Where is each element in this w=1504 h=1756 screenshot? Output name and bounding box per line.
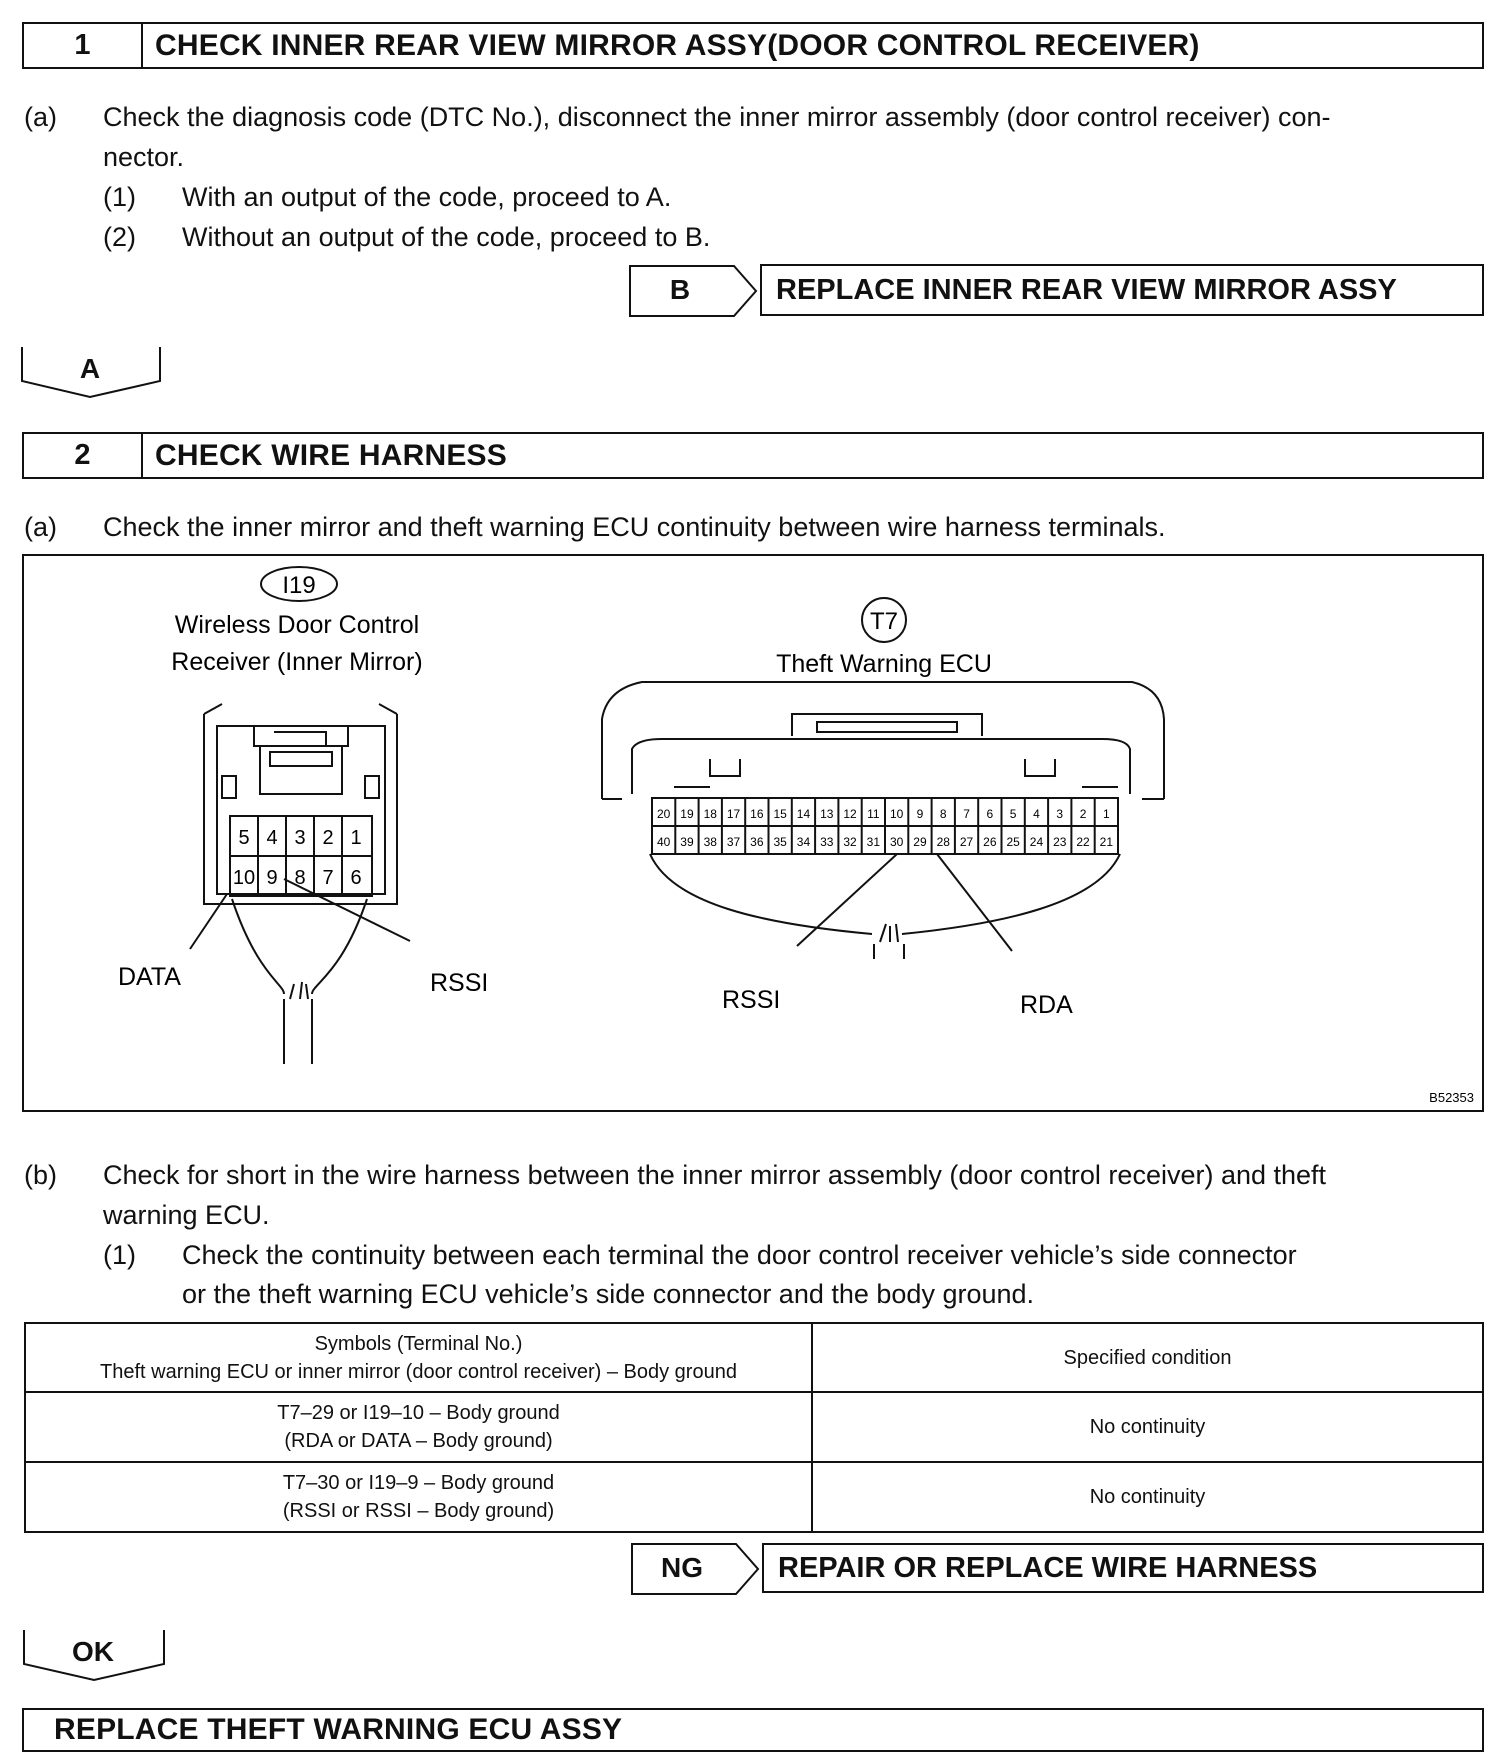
- t7-housing: [602, 682, 1164, 799]
- final-title: REPLACE THEFT WARNING ECU ASSY: [54, 1713, 623, 1746]
- t7-pin-20: 20: [656, 807, 671, 821]
- t7-pin-40: 40: [656, 835, 671, 849]
- step-1-a-text-line1: Check the diagnosis code (DTC No.), disconnect the inner mirror assembly (door control receiver) con-: [103, 102, 1331, 132]
- i19-pin-3: 3: [294, 827, 306, 849]
- step-1-sub2-marker: (2): [103, 222, 136, 252]
- i19-pin-7: 7: [322, 867, 334, 889]
- t7-pin-17: 17: [726, 807, 741, 821]
- step-2-number: 2: [24, 434, 143, 477]
- step-1-sub1-marker: (1): [103, 182, 136, 212]
- t7-pin-37: 37: [726, 835, 741, 849]
- t7-pin-3: 3: [1056, 807, 1064, 821]
- t7-pin-35: 35: [773, 835, 787, 849]
- t7-pin-12: 12: [843, 807, 857, 821]
- rssi-left-label: RSSI: [430, 969, 489, 997]
- step-1-sub2-text: Without an output of the code, proceed to B.: [182, 222, 711, 252]
- t7-pin-32: 32: [843, 835, 857, 849]
- t7-pin-8: 8: [939, 807, 947, 821]
- row-2-line1: T7–30 or I19–9 – Body ground: [282, 1472, 555, 1494]
- step-1-sub1-text: With an output of the code, proceed to A.: [182, 182, 672, 212]
- t7-pin-38: 38: [703, 835, 717, 849]
- result-ng-action: REPAIR OR REPLACE WIRE HARNESS: [762, 1543, 1484, 1593]
- step-2-a-text: Check the inner mirror and theft warning ECU continuity between wire harness terminals.: [103, 512, 1166, 542]
- connector-drawing: [22, 554, 1484, 1112]
- t7-pin-39: 39: [680, 835, 694, 849]
- spec-table-header-col1: [25, 1323, 812, 1392]
- result-ok-tag: OK: [72, 1636, 114, 1667]
- i19-pin-5: 5: [238, 827, 250, 849]
- t7-pin-6: 6: [986, 807, 994, 821]
- i19-id-label: I19: [282, 572, 316, 599]
- t7-pin-29: 29: [913, 835, 927, 849]
- data-lead-line: [190, 894, 227, 949]
- t7-pin-2: 2: [1079, 807, 1087, 821]
- t7-pin-16: 16: [750, 807, 764, 821]
- spec-table-header-row: [25, 1323, 1483, 1392]
- t7-pin-22: 22: [1076, 835, 1090, 849]
- step-1-header: [22, 22, 1484, 69]
- t7-pin-14: 14: [796, 807, 811, 821]
- i19-pin-4: 4: [266, 827, 278, 849]
- step-1-a-marker: (a): [24, 102, 57, 132]
- figure-code: B52353: [1429, 1090, 1474, 1105]
- step-1-a-text-line2: nector.: [103, 142, 185, 172]
- t7-pin-7: 7: [963, 807, 970, 821]
- step-2-b-marker: (b): [24, 1160, 57, 1190]
- row-2-line2: (RSSI or RSSI – Body ground): [282, 1500, 555, 1522]
- t7-pin-1: 1: [1103, 807, 1110, 821]
- t7-pin-15: 15: [773, 807, 787, 821]
- spec-table-header-col2: Specified condition: [812, 1323, 1483, 1392]
- t7-pin-9: 9: [916, 807, 924, 821]
- t7-pin-18: 18: [703, 807, 717, 821]
- step-2-header: [22, 432, 1484, 479]
- row-1-line1: T7–29 or I19–10 – Body ground: [277, 1402, 560, 1424]
- step-1-title: CHECK INNER REAR VIEW MIRROR ASSY(DOOR CONTROL RECEIVER): [155, 28, 1200, 62]
- step-2-b-text-line1: Check for short in the wire harness between the inner mirror assembly (door control receiver) and theft: [103, 1160, 1327, 1190]
- t7-pin-11: 11: [867, 807, 880, 821]
- t7-pin-13: 13: [820, 807, 834, 821]
- spec-table: [24, 1322, 1484, 1533]
- t7-pin-25: 25: [1006, 835, 1020, 849]
- step-2-b1-text-line2: or the theft warning ECU vehicle’s side connector and the body ground.: [182, 1279, 1035, 1309]
- row-1-condition: No continuity: [812, 1392, 1483, 1462]
- step-2-b1-text-line1: Check the continuity between each terminal the door control receiver vehicle’s side connector: [182, 1240, 1297, 1270]
- step-1-number: 1: [24, 24, 143, 67]
- final-step-header: [22, 1708, 1484, 1752]
- step-2-b1-marker: (1): [103, 1240, 136, 1270]
- t7-id-label: T7: [869, 608, 899, 635]
- result-ng-tag: NG: [661, 1551, 703, 1583]
- step-2-title: CHECK WIRE HARNESS: [155, 438, 507, 472]
- t7-pin-5: 5: [1009, 807, 1017, 821]
- rssi-right-label: RSSI: [722, 986, 781, 1014]
- t7-pin-23: 23: [1053, 835, 1067, 849]
- i19-pin-6: 6: [350, 867, 362, 889]
- result-b-tag: B: [669, 273, 691, 305]
- row-1-symbols: [25, 1392, 812, 1462]
- t7-pin-34: 34: [796, 835, 811, 849]
- table-row: [25, 1462, 1483, 1532]
- result-a-tag: A: [79, 353, 101, 384]
- result-b-action: REPLACE INNER REAR VIEW MIRROR ASSY: [760, 264, 1484, 316]
- rda-lead-line: [937, 854, 1012, 951]
- t7-pin-27: 27: [959, 835, 974, 849]
- i19-pin-10: 10: [232, 867, 256, 889]
- table-row: [25, 1392, 1483, 1462]
- i19-pin-1: 1: [350, 827, 362, 849]
- row-2-symbols: [25, 1462, 812, 1532]
- header-col1-line1: Symbols (Terminal No.): [314, 1332, 523, 1355]
- t7-pin-30: 30: [889, 835, 904, 849]
- step-2-b-text-line2: warning ECU.: [103, 1200, 270, 1230]
- rda-label: RDA: [1020, 991, 1073, 1019]
- data-label: DATA: [118, 963, 181, 991]
- i19-pin-9: 9: [266, 867, 278, 889]
- i19-pin-2: 2: [322, 827, 334, 849]
- i19-caption-line2: Receiver (Inner Mirror): [171, 648, 423, 676]
- t7-pin-33: 33: [820, 835, 834, 849]
- step-2-a-marker: (a): [24, 512, 57, 542]
- t7-pin-24: 24: [1029, 835, 1044, 849]
- i19-pin-8: 8: [294, 867, 306, 889]
- t7-pin-4: 4: [1033, 807, 1040, 821]
- t7-pin-19: 19: [680, 807, 694, 821]
- row-1-line2: (RDA or DATA – Body ground): [284, 1430, 553, 1452]
- row-2-condition: No continuity: [812, 1462, 1483, 1532]
- t7-pin-36: 36: [750, 835, 764, 849]
- i19-caption-line1: Wireless Door Control: [174, 611, 420, 639]
- t7-pin-31: 31: [866, 835, 881, 849]
- t7-pin-28: 28: [936, 835, 950, 849]
- t7-pin-10: 10: [889, 807, 904, 821]
- t7-caption: Theft Warning ECU: [776, 650, 992, 678]
- header-col1-line2: Theft warning ECU or inner mirror (door control receiver) – Body ground: [100, 1360, 737, 1383]
- t7-pin-26: 26: [983, 835, 997, 849]
- t7-pin-21: 21: [1099, 835, 1114, 849]
